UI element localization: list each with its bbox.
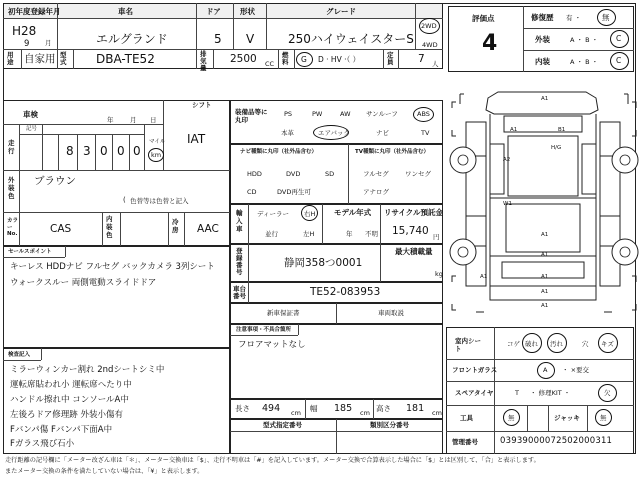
mark-a1-left: A1 bbox=[510, 127, 518, 133]
equip-sunroof: サンルーフ bbox=[366, 110, 398, 118]
height: 181 bbox=[406, 403, 425, 414]
inspector-note-1: ミラーウィンカー割れ 2ndシートシミ中 bbox=[10, 365, 165, 375]
import-dealer: ディーラー bbox=[257, 210, 289, 218]
mile-label: マイル bbox=[149, 139, 166, 145]
seat-tear: 破れ bbox=[525, 340, 538, 348]
displacement-label: 排気量 bbox=[200, 50, 207, 72]
history-label: 車検 bbox=[23, 110, 38, 119]
interior-label: 内装 bbox=[535, 57, 550, 66]
front-glass-a: A bbox=[543, 366, 548, 374]
control-no-label: 管理番号 bbox=[452, 438, 478, 446]
car-name: エルグランド bbox=[96, 32, 168, 46]
model-label: 型式 bbox=[60, 51, 67, 67]
mark-b1: B1 bbox=[558, 127, 566, 133]
frame-number: TE52-083953 bbox=[310, 286, 381, 298]
spare-tire-label: スペアタイヤ bbox=[455, 389, 494, 397]
notes-text: フロアマットなし bbox=[238, 340, 306, 350]
ac: AAC bbox=[197, 223, 219, 235]
max-load-label: 最大積載量 bbox=[395, 247, 433, 256]
shift: IAT bbox=[187, 132, 206, 146]
navi-dvd: DVD bbox=[286, 170, 301, 178]
exterior-selected: C bbox=[616, 34, 622, 43]
interior-color-label: 内装色 bbox=[106, 215, 113, 239]
recycle-yen: 円 bbox=[433, 233, 440, 241]
width-label: 幅 bbox=[310, 404, 318, 413]
selling-points-line1: キーレス HDDナビ フルセグ バックカメラ 3列シート bbox=[10, 262, 215, 272]
color-note-paren: ( bbox=[123, 196, 126, 204]
header-label-shade bbox=[4, 4, 442, 18]
shape: V bbox=[246, 32, 255, 46]
footer-line-1: 走行距離の記号欄に「メーター改ざん車は「＊」、メーター交換車は「$」、走行不明車は「#」を記入しています。メーター交換で合算表示した場合に「$」とは区別して、「合」と表示します。 bbox=[5, 457, 540, 464]
grade-label: グレード bbox=[326, 7, 356, 16]
spare-t: T bbox=[515, 389, 519, 397]
usage-label: 用途 bbox=[7, 51, 14, 67]
model-year-unknown: 不明 bbox=[365, 230, 378, 238]
history-year-unit: 年 bbox=[107, 116, 114, 124]
new-car-warranty: 新車保証書 bbox=[267, 309, 300, 317]
repair-label: 修復歴 bbox=[531, 13, 554, 22]
mileage-digit-1: 8 bbox=[66, 144, 74, 158]
mark-a1-bottom: A1 bbox=[541, 289, 549, 295]
selling-points-label: セールスポイント bbox=[8, 249, 52, 255]
mark-hg: H∕G bbox=[551, 145, 562, 151]
front-glass-label: フロントガラス bbox=[452, 366, 498, 374]
doors: 5 bbox=[214, 32, 222, 46]
height-label: 高さ bbox=[376, 404, 391, 413]
fuel-rest: D · HV ·（ ） bbox=[318, 55, 361, 64]
width-cm: cm bbox=[360, 409, 370, 417]
navi-hdd: HDD bbox=[247, 170, 262, 178]
length-label: 長さ bbox=[235, 404, 250, 413]
seat-dirt: 汚れ bbox=[550, 340, 563, 348]
equip-tv: TV bbox=[421, 129, 430, 137]
drive-2wd: 2WD bbox=[421, 22, 437, 30]
equip-pw: PW bbox=[312, 110, 323, 118]
type-designation-label: 型式指定番号 bbox=[263, 421, 302, 429]
color-no: CAS bbox=[50, 223, 72, 235]
mark-a1-rear: A1 bbox=[541, 274, 549, 280]
mark-a1-top: A1 bbox=[541, 96, 549, 102]
length: 494 bbox=[262, 403, 281, 414]
score: 4 bbox=[482, 31, 498, 56]
inspector-notes-label: 検査記入 bbox=[8, 352, 31, 358]
seat-stain: コゲ bbox=[507, 340, 520, 348]
interior-selected: C bbox=[616, 56, 622, 65]
seat-scratch: キズ bbox=[601, 340, 614, 348]
equip-airbag: エアバック bbox=[318, 129, 350, 137]
inspector-note-6: Fガラス飛び石小 bbox=[10, 439, 75, 449]
navi-dvd-player: DVD再生可 bbox=[277, 188, 311, 196]
inspector-note-4: 左後ろドア修理跡 外装小傷有 bbox=[10, 410, 123, 420]
length-cm: cm bbox=[291, 409, 301, 417]
capacity-unit: 人 bbox=[432, 60, 439, 68]
tv-oneseg: ワンセグ bbox=[405, 170, 431, 178]
color: ブラウン bbox=[34, 175, 76, 187]
recycle-label: リサイクル預託金 bbox=[384, 208, 443, 217]
mark-a1-bottom2: A1 bbox=[541, 303, 549, 309]
tv-fullseg: フルセグ bbox=[363, 170, 389, 178]
equip-ps: PS bbox=[284, 110, 293, 118]
capacity: 7 bbox=[418, 53, 425, 65]
mileage-digit-5: 0 bbox=[133, 144, 141, 158]
height-cm: cm bbox=[432, 409, 442, 417]
frame-label: 車台番号 bbox=[233, 285, 246, 301]
exterior-label: 外装 bbox=[535, 35, 550, 44]
spare-missing: 欠 bbox=[604, 389, 611, 397]
repair-options: 有 ・ bbox=[566, 14, 582, 22]
mark-a1-mid: A1 bbox=[541, 232, 549, 238]
color-note: 色替等は色替と記入 bbox=[130, 197, 189, 205]
first-reg-month: 9 bbox=[24, 39, 30, 49]
equip-abs: ABS bbox=[417, 110, 430, 118]
model: DBA-TE52 bbox=[96, 52, 155, 66]
drive-4wd: 4WD bbox=[422, 41, 438, 49]
mileage-digit-3: 0 bbox=[100, 144, 108, 158]
recycle-amount: 15,740 bbox=[392, 225, 429, 237]
model-year-label: モデル年式 bbox=[334, 208, 372, 217]
capacity-label: 定員 bbox=[387, 51, 394, 67]
displacement: 2500 bbox=[230, 53, 257, 65]
ac-label: 冷房 bbox=[172, 218, 179, 234]
fuel-g: G bbox=[301, 55, 307, 64]
jack-label: ジャッキ bbox=[554, 414, 580, 422]
door-label: ドア bbox=[206, 7, 221, 16]
import-label: 輸入車 bbox=[236, 209, 243, 233]
tv-types-label: TV種類に丸印（社外品含む） bbox=[355, 149, 430, 155]
equip-navi: ナビ bbox=[376, 129, 389, 137]
front-glass-rest: ・ ×要交 bbox=[562, 366, 590, 374]
equip-aw: AW bbox=[340, 110, 351, 118]
grade: 250ハイウェイスターS bbox=[288, 32, 414, 46]
repair-selected: 無 bbox=[602, 13, 610, 22]
equipment-label: 装備品等に丸印 bbox=[235, 108, 268, 125]
registration-label: 登録番号 bbox=[236, 247, 243, 277]
control-no: 03939000072502000311 bbox=[500, 436, 613, 446]
score-label: 評価点 bbox=[472, 14, 495, 23]
first-reg-label: 初年度登録年月 bbox=[8, 7, 61, 16]
history-block bbox=[3, 100, 230, 246]
first-reg-era: H28 bbox=[12, 24, 37, 38]
mark-w1: W1 bbox=[503, 201, 512, 207]
shift-label: シフト bbox=[192, 101, 212, 109]
registration-plate: 静岡358つ0001 bbox=[284, 257, 363, 269]
fuel-label: 燃料 bbox=[282, 51, 289, 67]
category-label: 類別区分番号 bbox=[370, 421, 409, 429]
seat-hole: 穴 bbox=[582, 340, 589, 348]
selling-points-line2: ウォークスルー 両側電動スライドドア bbox=[10, 278, 157, 288]
tv-analog: アナログ bbox=[363, 188, 389, 196]
navi-sd: SD bbox=[325, 170, 335, 178]
usage: 自家用 bbox=[24, 53, 56, 65]
history-month-unit: 月 bbox=[130, 116, 137, 124]
equip-leather: 本革 bbox=[281, 129, 294, 137]
mark-a2: A2 bbox=[503, 157, 511, 163]
mileage-digit-2: 3 bbox=[83, 144, 91, 158]
jack-none: 無 bbox=[600, 414, 607, 422]
import-left-h: 左H bbox=[303, 230, 315, 238]
spare-kit: ・ 修理KIT ・ bbox=[530, 389, 571, 397]
mileage-label: 走行 bbox=[8, 139, 15, 155]
model-year-unit: 年 bbox=[346, 230, 353, 238]
tools-label: 工具 bbox=[460, 414, 473, 422]
mark-a1-rear-left: A1 bbox=[480, 274, 488, 280]
max-load-kg: kg bbox=[435, 270, 443, 278]
navi-cd: CD bbox=[247, 188, 257, 196]
first-reg-month-unit: 月 bbox=[45, 39, 52, 47]
interior-options: A ・ B ・ bbox=[570, 58, 599, 66]
navi-types-label: ナビ種類に丸印（社外品含む） bbox=[240, 149, 318, 155]
notes-label: 注意事項・不具合箇所 bbox=[236, 327, 292, 333]
displacement-cc: CC bbox=[265, 60, 275, 68]
import-parallel: 並行 bbox=[265, 230, 278, 238]
footer-line-2: またメーター交換の条件を満たしていない場合は、「¥」と表示します。 bbox=[5, 468, 204, 475]
manual: 車両取説 bbox=[378, 309, 404, 317]
mark-a1-low: A1 bbox=[541, 252, 549, 258]
exterior-options: A ・ B ・ bbox=[570, 36, 599, 44]
import-right-h: 右H bbox=[304, 210, 316, 218]
color-label: 外装色 bbox=[8, 176, 15, 200]
shape-label: 形状 bbox=[240, 7, 255, 16]
inspector-note-2: 運転席貼われ小 運転席へたり中 bbox=[10, 380, 132, 390]
inspector-note-5: Fバンパ傷 Fバンパ下面A中 bbox=[10, 425, 113, 435]
mileage-digit-4: 0 bbox=[117, 144, 125, 158]
inspector-note-3: ハンドル擦れ中 コンソールA中 bbox=[10, 395, 129, 405]
km-label: km bbox=[151, 151, 162, 159]
history-day-unit: 日 bbox=[150, 116, 157, 124]
tools-none: 無 bbox=[508, 414, 515, 422]
color-no-label: カラーNo. bbox=[7, 218, 19, 238]
car-name-label: 車名 bbox=[118, 7, 133, 16]
mileage-record-label: 記号 bbox=[26, 126, 38, 132]
interior-seat-label: 室内シート bbox=[455, 337, 481, 354]
width: 185 bbox=[334, 403, 353, 414]
